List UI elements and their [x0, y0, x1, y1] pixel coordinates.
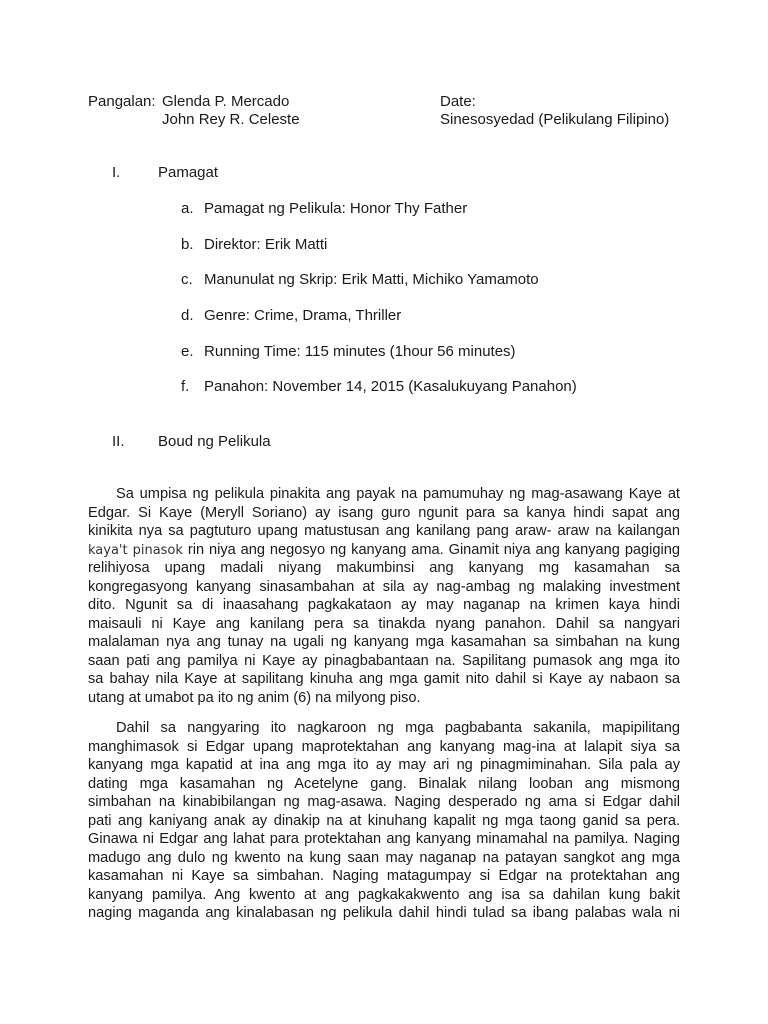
date-label: Date:: [440, 93, 476, 110]
list-item-text: Running Time: 115 minutes (1hour 56 minutes): [204, 343, 516, 360]
paragraph-line: Dahil sa nangyaring ito nagkaroon ng mga pagbabanta sakanila, mapipilitang: [116, 720, 680, 736]
list-item-letter: a.: [181, 200, 194, 217]
paragraph-line: dating mga kasamahan ng Acetelyne gang. Binalak nilang looban ang mismong: [88, 775, 680, 792]
body-paragraph: [88, 485, 680, 707]
section-numeral: I.: [112, 164, 121, 181]
body-paragraph: [88, 719, 680, 923]
author-name: Glenda P. Mercado: [162, 93, 290, 110]
paragraph-line: [88, 541, 680, 560]
paragraph-line: kinikita nya sa pagtuturo upang matustusan ang kanilang pang araw- araw na kailangan: [88, 523, 680, 539]
list-item-letter: c.: [181, 271, 193, 288]
section-title: Pamagat: [158, 164, 219, 181]
list-item-text: Pamagat ng Pelikula: Honor Thy Father: [204, 200, 468, 217]
paragraph-line: kongregasyong kanyang sinasambahan at sila ay nag-ambag ng malaking investment: [88, 578, 680, 595]
paragraph-line: saan pati ang pamilya ni Kaye ay pinagbabantaan na. Sapilitang pumasok ang mga ito: [88, 652, 680, 669]
paragraph-line: manghimasok si Edgar upang maprotektahan ang kanyang mag-ina at lalapit siya sa: [88, 738, 680, 755]
inserted-phrase: kaya't pinasok: [88, 542, 183, 558]
paragraph-line: pati ang kaniyang anak ay dinakip na at kinuhang kapalit ng mga taong ganid sa pera.: [88, 812, 680, 829]
paragraph-line: kanyang pamilya. Ang kwento at ang pagkakakwento ang isa sa dahilan kung bakit: [88, 886, 680, 903]
paragraph-line: madugo ang dulo ng kwento na kung saan may naganap na patayan sangkot ang mga: [88, 849, 680, 866]
paragraph-line: simbahan na kinabibilangan ng mag-asawa. Naging desperado ng ama si Edgar dahil: [88, 794, 680, 810]
paragraph-line: malalaman nya ang tunay na ugali ng kanyang mga kasamahan sa simbahan na kung: [88, 634, 680, 650]
paragraph-line: utang at umabot pa ito ng anim (6) na milyong piso.: [88, 689, 421, 706]
subject-label: Sinesosyedad (Pelikulang Filipino): [440, 111, 670, 128]
name-label: Pangalan:: [88, 93, 156, 110]
paragraph-line: kanyang mga kapatid at ina ang mga ito ay may ari ng pinagmiminahan. Sila pala ay: [88, 757, 680, 773]
list-item-letter: e.: [181, 343, 194, 360]
list-item-letter: b.: [181, 236, 194, 253]
list-item-text: Panahon: November 14, 2015 (Kasalukuyang Panahon): [204, 378, 577, 395]
list-item-text: Genre: Crime, Drama, Thriller: [204, 307, 402, 324]
paragraph-line: Edgar. Si Kaye (Meryll Soriano) ay isang guro ngunit para sa kanya hindi sapat ang: [88, 504, 680, 521]
section-title: Boud ng Pelikula: [158, 433, 271, 450]
paragraph-line: relihiyosa upang madali niyang makumbinsi ang kanyang mg kasamahan sa: [88, 560, 680, 576]
list-item-text: Manunulat ng Skrip: Erik Matti, Michiko Yamamoto: [204, 271, 539, 288]
section-numeral: II.: [112, 433, 125, 450]
author-name: John Rey R. Celeste: [162, 111, 300, 128]
paragraph-line: Ginawa ni Edgar ang lahat para protektahan ang kanyang minamahal na pamilya. Naging: [88, 831, 680, 847]
paragraph-line-rest: rin niya ang negosyo ng kanyang ama. Ginamit niya ang kanyang pagiging: [187, 541, 680, 558]
paragraph-line: naging maganda ang kinalabasan ng pelikula dahil hindi tulad sa ibang palabas wala ni: [88, 905, 680, 921]
paragraph-line: dito. Ngunit sa di inaasahang pagkakataon ay may naganap na krimen kaya hindi: [88, 597, 680, 613]
paragraph-line: maisauli ni Kaye ang kanilang pera sa tinakda nyang panahon. Dahil sa nangyari: [88, 615, 680, 632]
paragraph-line: sa bahay nila Kaye at sapilitang kinuha ang mga gamit nito dahil si Kaye ay nabaon sa: [88, 671, 680, 687]
list-item-letter: d.: [181, 307, 194, 324]
paragraph-line: kasamahan ni Kaye sa simbahan. Naging matagumpay si Edgar na protektahan ang: [88, 868, 680, 884]
paragraph-line: Sa umpisa ng pelikula pinakita ang payak na pamumuhay ng mag-asawang Kaye at: [116, 486, 680, 502]
list-item-text: Direktor: Erik Matti: [204, 236, 328, 253]
list-item-letter: f.: [181, 378, 190, 395]
